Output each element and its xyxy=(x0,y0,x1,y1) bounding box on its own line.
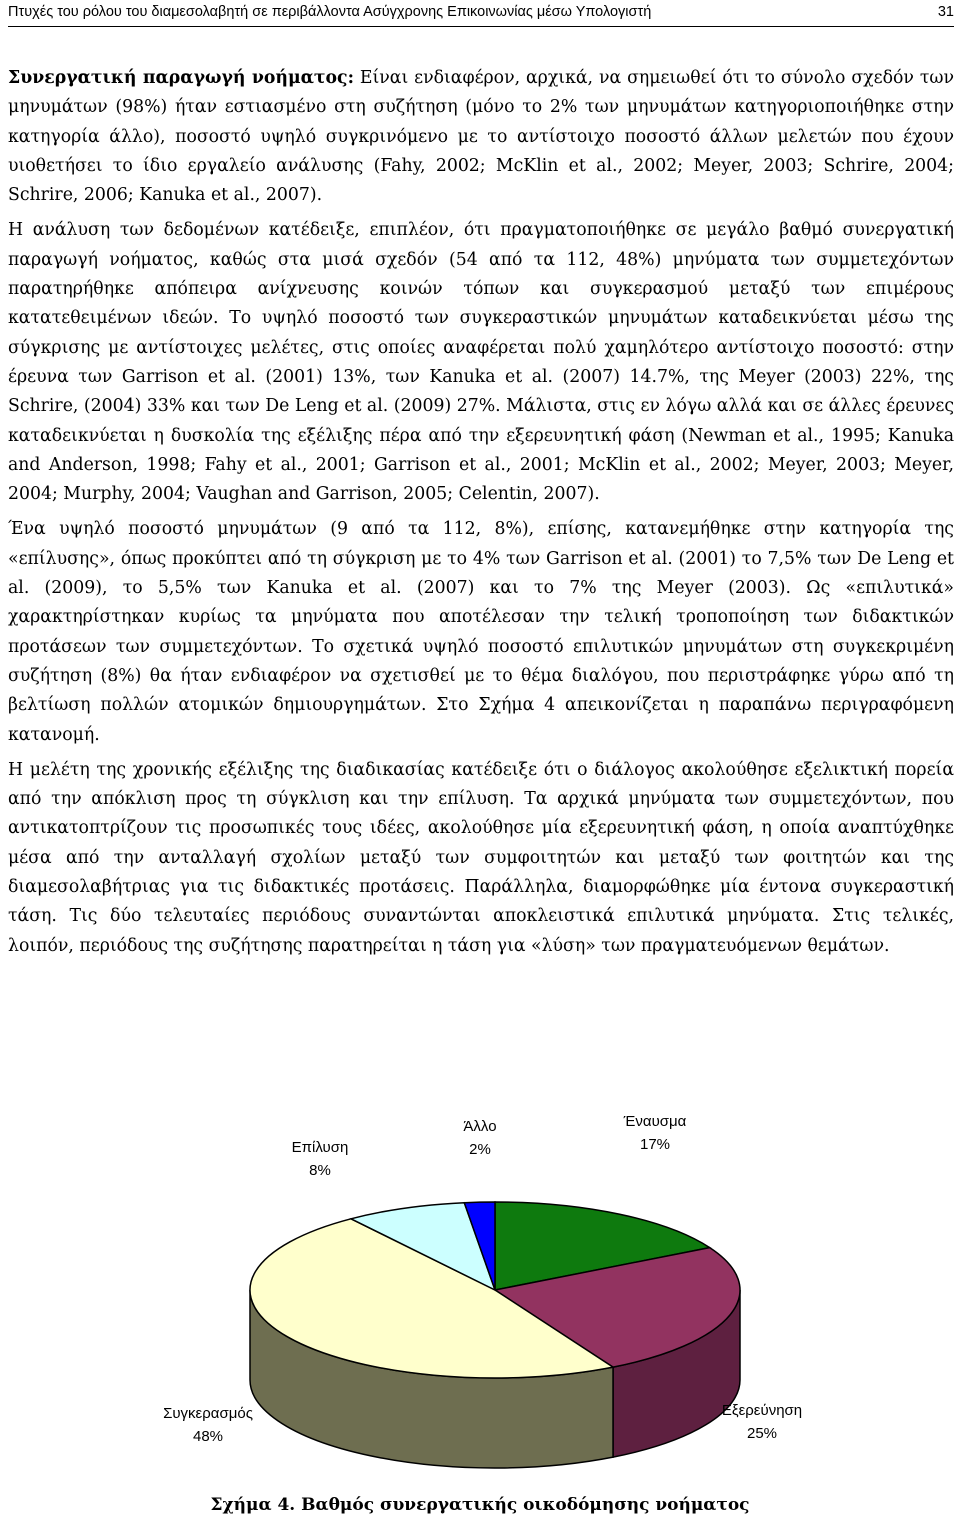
paragraph-1 xyxy=(8,64,954,210)
slice-label-άλλο: Άλλο xyxy=(463,1118,497,1135)
slice-label-συγκερασμός: Συγκερασμός xyxy=(163,1405,253,1422)
slice-label-εξερεύνηση: Εξερεύνηση xyxy=(721,1402,803,1419)
paragraph-4: Η μελέτη της χρονικής εξέλιξης της διαδικασίας κατέδειξε ότι ο διάλογος ακολούθησε εξελικτική πορεία από την απόκλιση προς τη σύγκλιση και την επίλυση. Τα αρχικά μηνύματα των συμμετεχόντων, που αντικατοπτρίζουν τις προσωπικές τους ιδέες, ακολούθησε μία εξερευνητική φάση, η οποία αναπτύχθηκε μέσα από την ανταλλαγή σχολίων μεταξύ των συμφοιτητών και μεταξύ των φοιτητών και της διαμεσολαβήτριας για τις διδακτικές προτάσεις. Παράλληλα, διαμορφώθηκε μία έντονα συγκεραστική τάση. Τις δύο τελευταίες περιόδους συναντώνται αποκλειστικά επιλυτικά μηνύματα. Στις τελικές, λοιπόν, περιόδους της συζήτησης παρατηρείται η τάση για «λύση» των πραγματευόμενων θεμάτων. xyxy=(8,759,954,956)
paragraph-lead: Συνεργατική παραγωγή νοήματος: xyxy=(8,68,354,88)
running-header xyxy=(8,2,954,24)
slice-percent-άλλο: 2% xyxy=(469,1141,491,1158)
paragraph-text: Είναι ενδιαφέρον, αρχικά, να σημειωθεί ότι το σύνολο σχεδόν των μηνυμάτων (98%) ήταν εστιασμένο στη συζήτηση (μόνο το 2% των μηνυμάτων κατηγοριοποιήθηκε στην κατηγορία άλλο), ποσοστό υψηλό συγκρινόμενο με το αντίστοιχο ποσοστό άλλων μελετών που έχουν υιοθετήσει το ίδιο εργαλείο ανάλυσης (Fahy, 2002; McKlin et al., 2002; Meyer, 2003; Schrire, 2004; Schrire, 2006; Kanuka et al., 2007). xyxy=(8,68,954,206)
slice-label-επίλυση: Επίλυση xyxy=(291,1139,349,1156)
page-number: 31 xyxy=(937,4,954,20)
body-text xyxy=(8,64,954,965)
header-rule xyxy=(8,26,954,27)
slice-percent-συγκερασμός: 48% xyxy=(192,1428,224,1445)
slice-percent-εξερεύνηση: 25% xyxy=(746,1425,778,1442)
slice-percent-επίλυση: 8% xyxy=(309,1162,331,1179)
paragraph-2: Η ανάλυση των δεδομένων κατέδειξε, επιπλέον, ότι πραγματοποιήθηκε σε μεγάλο βαθμό συνεργατική παραγωγή νοήματος, καθώς στα μισά σχεδόν (54 από τα 112, 48%) μηνύματα των συμμετεχόντων παρατηρήθηκε απόπειρα ανίχνευσης κοινών τόπων και συγκερασμού μεταξύ των επιμέρους κατατεθειμένων ιδεών. Το υψηλό ποσοστό των συγκεραστικών μηνυμάτων καταδεικνύεται μέσω της σύγκρισης με αντίστοιχες μελέτες, στις οποίες αναφέρεται πολύ χαμηλότερο αντίστοιχο ποσοστό: στην έρευνα των Garrison et al. (2001) 13%, των Kanuka et al. (2007) 14.7%, της Meyer (2003) 22%, της Schrire, (2004) 33% και των De Leng et al. (2009) 27%. Μάλιστα, στις εν λόγω αλλά και σε άλλες έρευνες καταδεικνύεται η δυσκολία της εξέλιξης πέρα από την εξερευνητική φάση (Newman et al., 1995; Kanuka and Anderson, 1998; Fahy et al., 2001; Garrison et al., 2001; McKlin et al., 2002; Meyer, 2003; Meyer, 2004; Murphy, 2004; Vaughan and Garrison, 2005; Celentin, 2007). xyxy=(8,220,954,505)
pie-chart xyxy=(0,1090,960,1470)
pie-tops xyxy=(250,1202,740,1378)
figure-caption: Σχήμα 4. Βαθμός συνεργατικής οικοδόμησης νοήματος xyxy=(210,1495,750,1515)
running-title: Πτυχές του ρόλου του διαμεσολαβητή σε περιβάλλοντα Ασύγχρονης Επικοινωνίας μέσω Υπολογιστή xyxy=(8,4,652,20)
slice-percent-έναυσμα: 17% xyxy=(639,1136,671,1153)
slice-label-έναυσμα: Έναυσμα xyxy=(623,1113,687,1130)
paragraph-3: Ένα υψηλό ποσοστό μηνυμάτων (9 από τα 112, 8%), επίσης, κατανεμήθηκε στην κατηγορία της «επίλυσης», όπως προκύπτει από τη σύγκριση με το 4% των Garrison et al. (2001) το 7,5% των De Leng et al. (2009), το 5,5% των Kanuka et al. (2007) και το 7% της Meyer (2003). Ως «επιλυτικά» χαρακτηρίστηκαν κυρίως τα μηνύματα που αποτέλεσαν την τελική τροποποίηση των διδακτικών προτάσεων των συμμετεχόντων. Το σχετικά υψηλό ποσοστό επιλυτικών μηνυμάτων στη συγκεκριμένη συζήτηση (8%) θα ήταν ενδιαφέρον να σχετισθεί με το θέμα διαλόγου, που περιστράφηκε γύρω από τη βελτίωση πολλών ατομικών δημιουργημάτων. Στο Σχήμα 4 απεικονίζεται η παραπάνω περιγραφόμενη κατανομή. xyxy=(8,519,954,745)
